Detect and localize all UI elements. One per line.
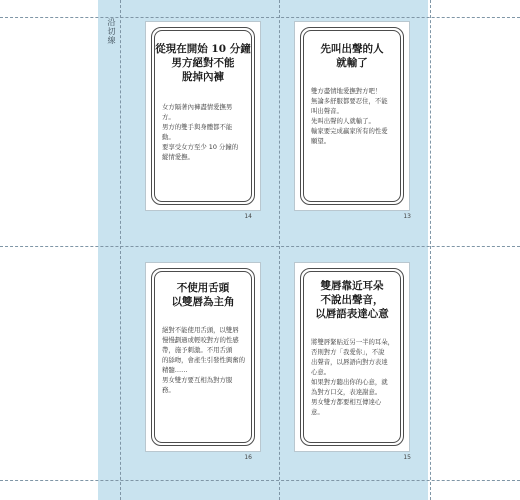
card-body-line: 務。	[162, 386, 175, 394]
card-body-line: 輸家要完成贏家所有的性愛	[311, 127, 388, 135]
card-body-line: 否則對方「我愛你」，不說	[311, 348, 385, 356]
card-title-line: 男方絕對不能	[171, 57, 235, 69]
card-body-line: 男方的雙手與身體都不能	[162, 123, 233, 131]
card-title-line: 就輸了	[336, 57, 368, 69]
card-title-line: 不說出聲音，	[320, 294, 384, 306]
card-title-line: 脫掉內褲	[182, 71, 224, 83]
card-14	[145, 21, 261, 220]
card-body-line: 叫出聲音。	[311, 107, 343, 115]
card-body	[311, 86, 397, 146]
cut-label: 沿切線	[107, 18, 116, 45]
card-body-line: 的舔吻，會產生引發性興奮的	[162, 356, 246, 364]
card-body-line: 願望。	[311, 137, 331, 145]
card-body-line: 無論多舒服都要忍住，不能	[311, 97, 388, 105]
card-15	[294, 262, 411, 461]
cut-guide-left	[120, 0, 121, 500]
card-body-line: 先叫出聲的人就輸了。	[311, 117, 375, 125]
page-number: 14	[244, 213, 252, 220]
card-body-line: 男女雙方都要相互傳達心	[311, 398, 382, 406]
page-number: 16	[244, 454, 252, 461]
card-body-line: 動。	[162, 133, 175, 141]
card-title-line: 從現在開始 10 分鐘	[155, 43, 251, 55]
cut-guide-center	[279, 0, 280, 500]
cut-guide-middle	[0, 246, 520, 247]
card-body-line: 意。	[311, 408, 324, 416]
cut-guide-right	[430, 0, 431, 500]
card-13	[294, 21, 411, 220]
card-body-line: 縱情愛撫。	[162, 153, 194, 161]
card-body-line: 心意。	[311, 368, 331, 376]
card-body-line: 女方隔著內褲盡情愛撫男	[162, 103, 233, 111]
card-body-line: 出聲音，以唇語向對方表達	[311, 358, 388, 366]
card-body-line: 帶，施予刺激。不用舌頭	[162, 346, 233, 354]
card-body-line: 為對方口交，表達謝意。	[311, 388, 382, 396]
cut-guide-bottom	[0, 480, 520, 481]
card-body	[162, 325, 248, 395]
card-title-line: 以唇語表達心意	[315, 308, 389, 320]
card-title	[154, 42, 252, 84]
card-16	[145, 262, 261, 461]
card-title-line: 先叫出聲的人	[320, 43, 384, 55]
card-body-line: 方。	[162, 113, 175, 121]
card-body	[162, 102, 248, 162]
card-title-line: 不使用舌頭	[176, 282, 230, 294]
card-body-line: 絕對不能使用舌頭，以雙唇	[162, 326, 239, 334]
card-title	[303, 42, 401, 70]
card-body-line: 雙方盡情地愛撫對方吧！	[311, 87, 382, 95]
card-title-line: 雙唇靠近耳朵	[320, 280, 384, 292]
card-body-line: 將雙唇緊貼近另一半的耳朵，	[311, 338, 395, 346]
cut-guide-top	[0, 17, 520, 18]
card-body-line: 要享受女方至少 10 分鐘的	[162, 143, 239, 151]
page-number: 13	[403, 213, 411, 220]
card-body	[311, 337, 397, 417]
card-body-line: 如果對方聽出你的心意，就	[311, 378, 388, 386]
card-title-line: 以雙唇為主角	[171, 296, 235, 308]
card-title	[303, 279, 401, 321]
page-number: 15	[403, 454, 411, 461]
card-body-line: 男女雙方要互相為對方服	[162, 376, 233, 384]
card-title	[154, 281, 252, 309]
card-body-line: 慢慢劃過或輕咬對方的性感	[162, 336, 239, 344]
card-body-line: 精髓……	[162, 366, 188, 374]
